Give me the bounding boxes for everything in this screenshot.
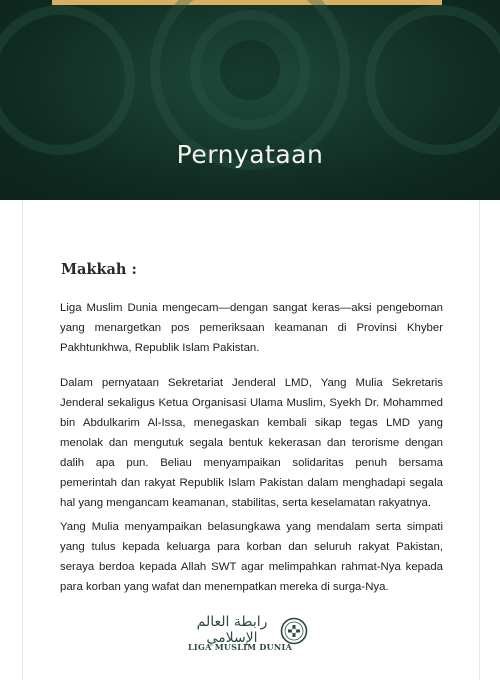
logo-arabic-text: رابطة العالم الإسلامي [196, 614, 268, 646]
logo-latin-text: LIGA MUSLIM DUNIA [188, 642, 293, 652]
location-heading: Makkah : [61, 261, 137, 278]
mwl-logo [188, 614, 312, 658]
paragraph-1: Liga Muslim Dunia mengecam—dengan sangat keras—aksi pengeboman yang menargetkan pos pemeriksaan keamanan di Provinsi Khyber Pakhtunkhwa, Republik Islam Pakistan. [60, 302, 443, 354]
paragraph-2: Dalam pernyataan Sekretariat Jenderal LMD, Yang Mulia Sekretaris Jenderal sekaligus Ketua Organisasi Ulama Muslim, Syekh Dr. Mohammed bin Abdulkarim Al-Issa, menegaskan kembali sikap tegas LMD yang menolak dan mengutuk segala bentuk kekerasan dan terorisme dengan dalih apa pun. Beliau menyampaikan solidaritas penuh bersama pemerintah dan rakyat Republik Islam Pakistan dalam menghadapi segala hal yang mengancam keamanan, stabilitas, serta keselamatan rakyatnya. [60, 377, 443, 509]
page-title: Pernyataan [176, 140, 324, 169]
mwl-emblem-icon [280, 617, 308, 645]
ornament-pattern-icon [0, 0, 500, 200]
header-banner [0, 0, 500, 200]
paragraph-3: Yang Mulia menyampaikan belasungkawa yang mendalam serta simpati yang tulus kepada keluarga para korban dan seluruh rakyat Pakistan, seraya berdoa kepada Allah SWT agar melimpahkan rahmat-Nya kepada para korban yang wafat dan menempatkan mereka di surga-Nya. [60, 521, 443, 593]
